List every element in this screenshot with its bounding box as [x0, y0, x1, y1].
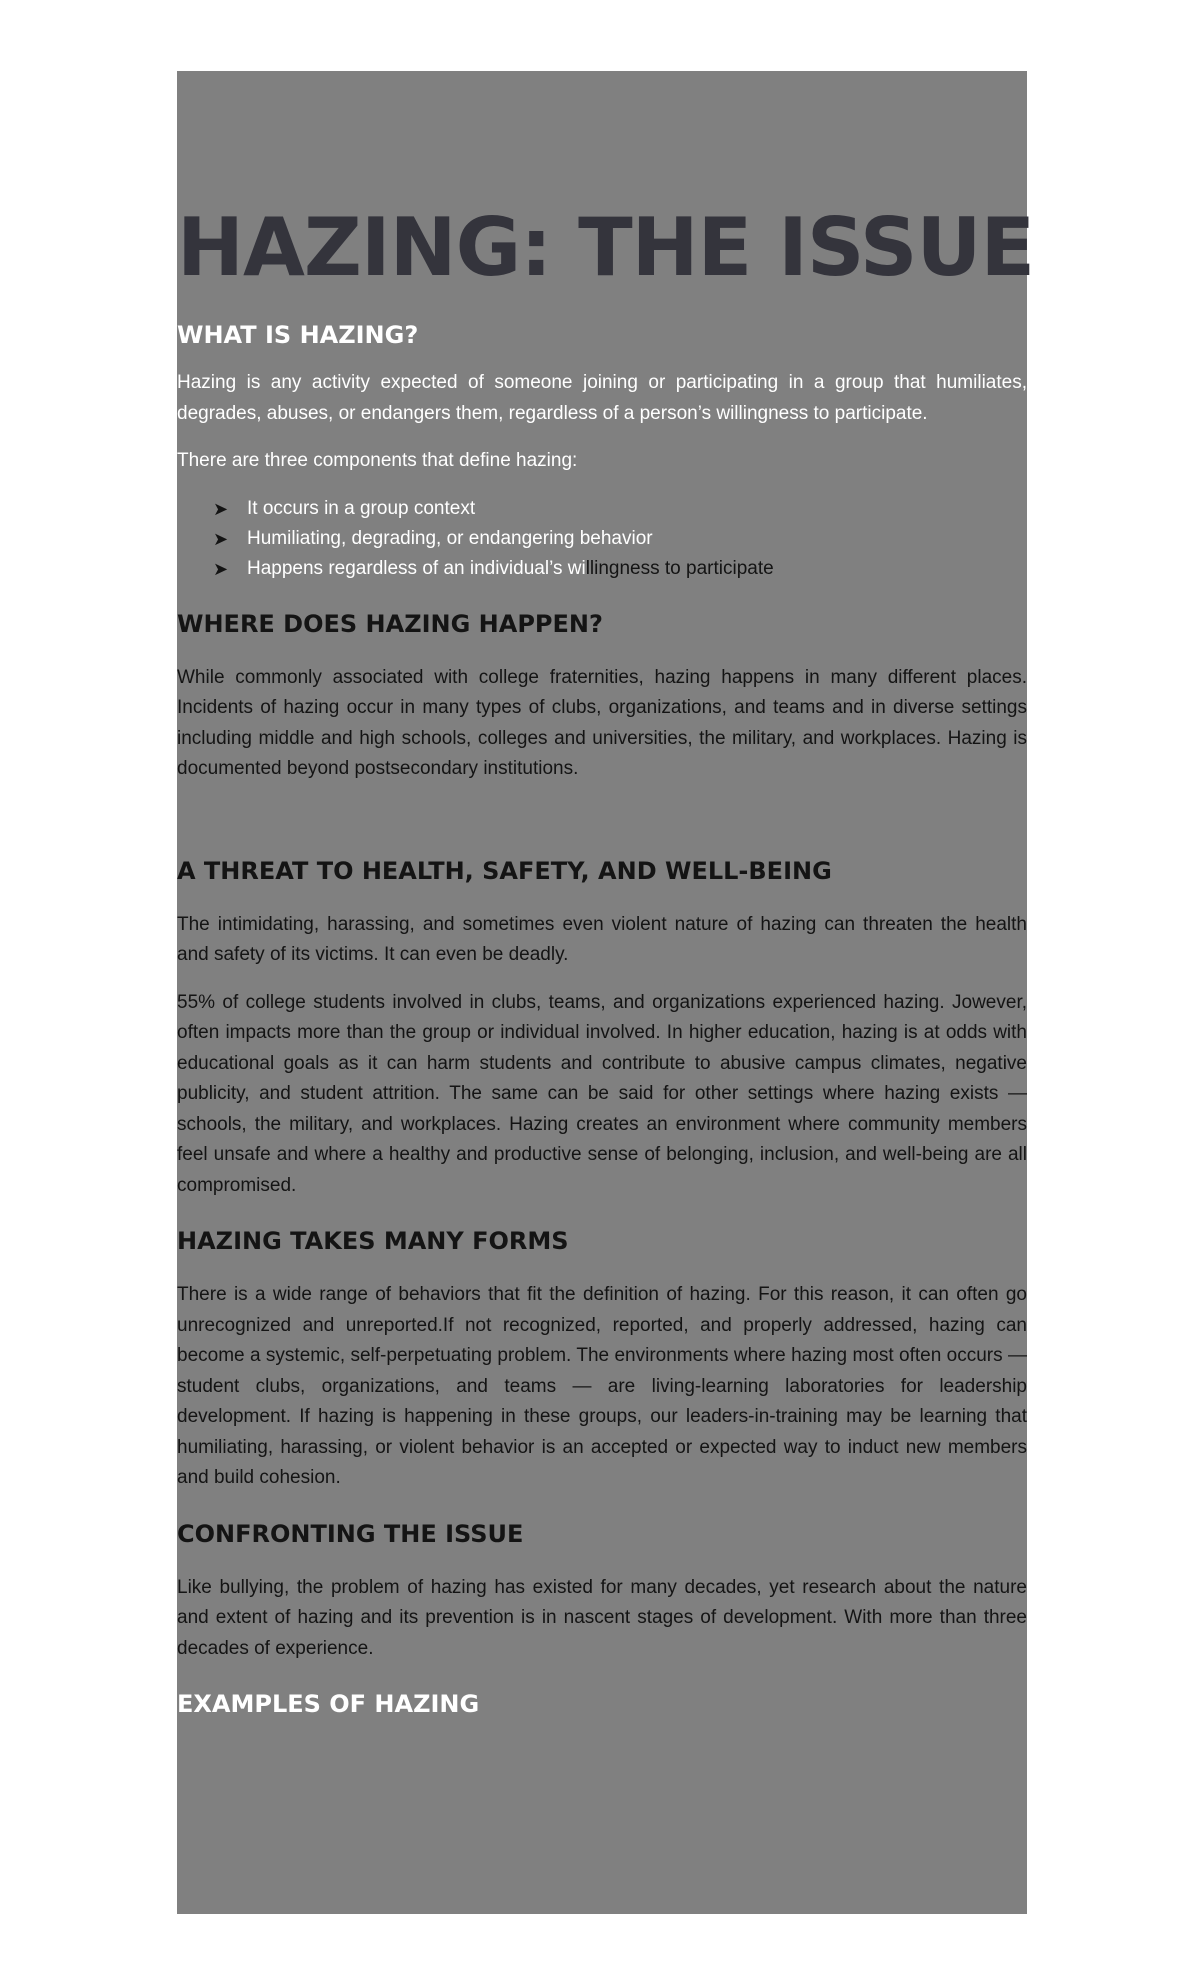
arrowhead-bullet-icon: ➤	[213, 498, 229, 519]
arrowhead-bullet-icon: ➤	[213, 558, 229, 579]
heading-confronting-the-issue: CONFRONTING THE ISSUE	[177, 1519, 524, 1548]
paragraph-threat-intro: The intimidating, harassing, and sometimes even violent nature of hazing can threaten the health and safety of its victims. It can even be deadly.	[177, 913, 1027, 965]
paragraph-where-hazing-happens: While commonly associated with college fraternities, hazing happens in many different places. Incidents of hazing occur in many types of clubs, organizations, and teams and in diverse settings including middle and high schools, colleges and universities, the military, and workplaces. Hazing is documented beyond postsecondary institutions.	[177, 666, 1027, 779]
heading-many-forms: HAZING TAKES MANY FORMS	[177, 1227, 569, 1255]
list-item-text: It occurs in a group context	[247, 497, 476, 519]
paragraph-confronting-the-issue: Like bullying, the problem of hazing has existed for many decades, yet research about the nature and extent of hazing and its prevention is in nascent stages of development. With more than three decades of experience.	[177, 1576, 1027, 1659]
paragraph-hazing-definition: Hazing is any activity expected of someone joining or participating in a group that humiliates, degrades, abuses, or endangers them, regardless of a person’s willingness to participate.	[177, 372, 1027, 424]
page-title: HAZING: THE ISSUE	[177, 201, 1035, 294]
heading-examples-of-hazing: EXAMPLES OF HAZING	[177, 1690, 480, 1718]
paragraph-many-forms: There is a wide range of behaviors that fit the definition of hazing. For this reason, it can often go unrecognized and unreported.If not recognized, reported, and properly addressed, hazing can become a systemic, self-perpetuating problem. The environments where hazing most often occurs — student clubs, organizations, and teams — are living-learning laboratories for leadership development. If hazing is happening in these groups, our leaders-in-training may be learning that humiliating, harassing, or violent behavior is an accepted or expected way to induct new members and build cohesion.	[177, 1284, 1027, 1488]
list-item-text: Humiliating, degrading, or endangering behavior	[247, 527, 653, 549]
list-item-text-start: Happens regardless of an individual’s wi	[247, 557, 586, 579]
heading-what-is-hazing: WHAT IS HAZING?	[177, 321, 419, 349]
components-list	[177, 494, 1027, 584]
paragraph-components-intro: There are three components that define hazing:	[177, 450, 578, 471]
heading-where-does-hazing-happen: WHERE DOES HAZING HAPPEN?	[177, 609, 603, 638]
heading-threat-to-health: A THREAT TO HEALTH, SAFETY, AND WELL-BEING	[177, 856, 832, 885]
list-item-text-end: llingness to participate	[585, 557, 774, 579]
list-item	[213, 554, 1027, 584]
arrowhead-bullet-icon: ➤	[213, 528, 229, 549]
list-item	[213, 494, 1027, 524]
document-content	[177, 200, 1035, 1720]
list-item	[213, 524, 1027, 554]
paragraph-threat-statistics: 55% of college students involved in clubs, teams, and organizations experienced hazing. Jowever, often impacts more than the group or individual involved. In higher education, hazing is at odds with educational goals as it can harm students and contribute to abusive campus climates, negative publicity, and student attrition. The same can be said for other settings where hazing exists — schools, the military, and workplaces. Hazing creates an environment where community members feel unsafe and where a healthy and productive sense of belonging, inclusion, and well-being are all compromised.	[177, 991, 1027, 1196]
